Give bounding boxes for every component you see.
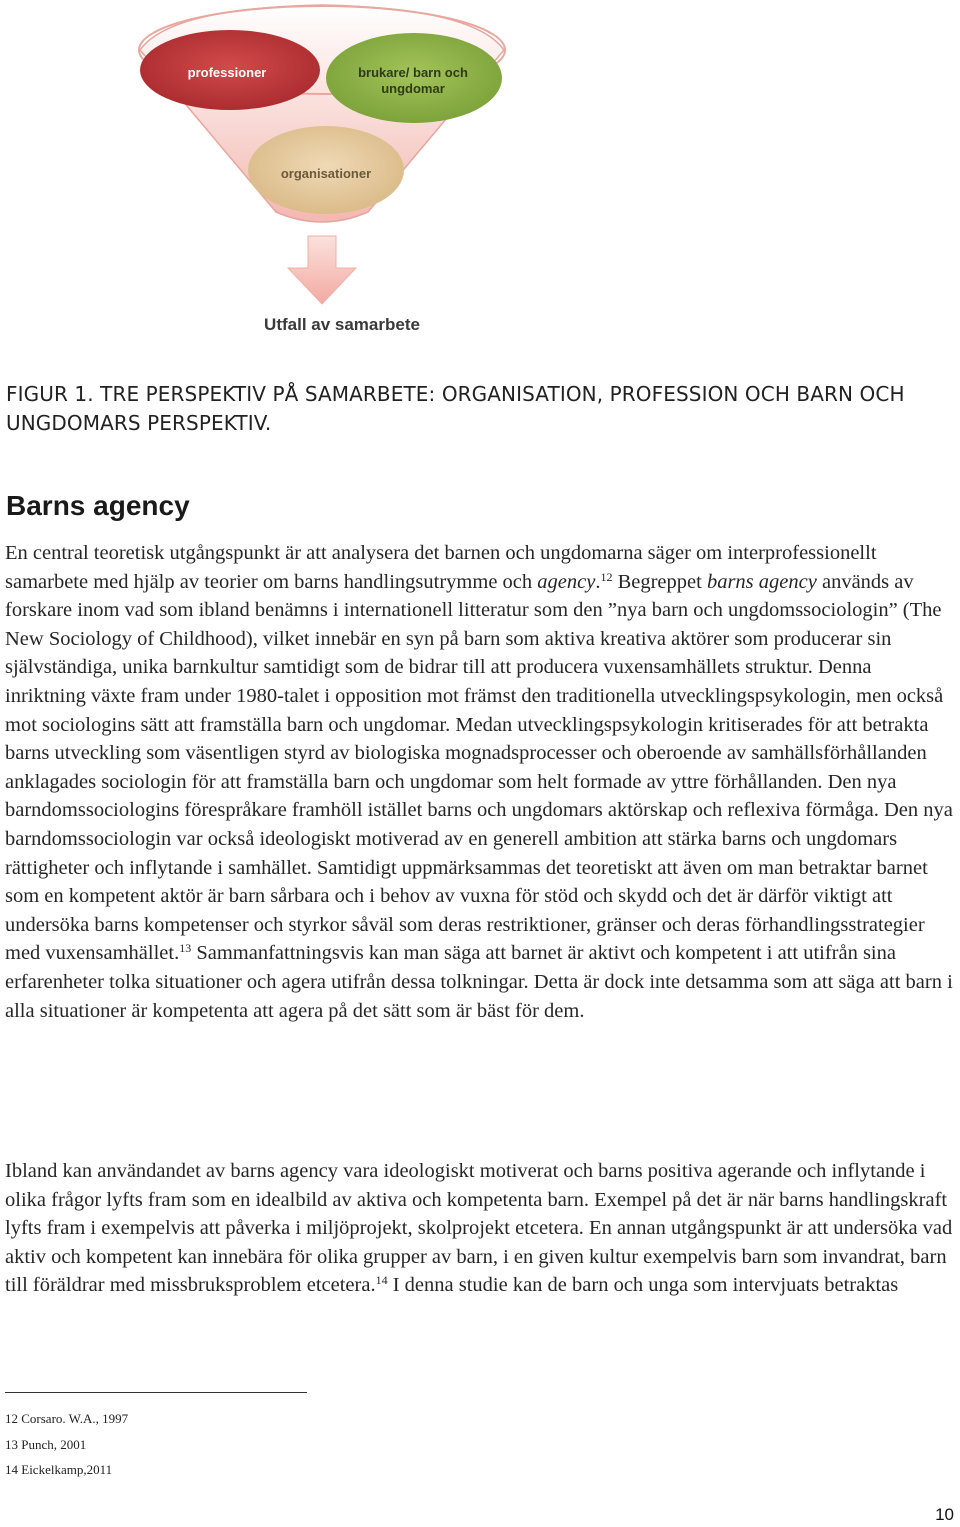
paragraph-2: [5, 1157, 955, 1300]
professioner-label: professioner: [187, 65, 267, 80]
funnel-diagram: [130, 0, 510, 345]
footnote-14: 14 Eickelkamp,2011: [5, 1462, 113, 1477]
footnote-12: 12 Corsaro. W.A., 1997: [5, 1411, 129, 1426]
paragraph-1: [5, 539, 955, 1025]
p2-text-2: I denna studie kan de barn och unga som intervjuats betraktas: [387, 1274, 899, 1297]
footnote-13: 13 Punch, 2001: [5, 1436, 87, 1452]
p1-text-4: Sammanfattningsvis kan man säga att barnet är aktivt och kompetent i att utifrån sina erfarenheter tolka situationer och agera utifrån dessa tolkningar. Detta är dock inte detsamma som att säga att barn i alla situationer är kompetenta att agera på det sätt som är bäst för dem.: [5, 942, 953, 1022]
p1-barns-agency-italic: barns agency: [706, 570, 817, 593]
p1-agency-italic: agency: [537, 570, 596, 593]
caption-line-2: UNGDOMARS PERSPEKTIV.: [6, 411, 272, 435]
outcome-label: Utfall av samarbete: [264, 315, 420, 334]
p1-period: .: [595, 570, 601, 593]
p2-text-1: Ibland kan användandet av barns agency vara ideologiskt motiverat och barns positiva agerande och inflytande i olika frågor lyfts fram som en idealbild av aktiva och kompetenta barn. Exempel på det är när barns handlingskraft lyfts fram i exempelvis att påverka i miljöprojekt, skolprojekt etcetera. En annan utgångspunkt är att undersöka vad aktiv och kompetent kan innebära för olika grupper av barn, i en given kultur exempelvis barn som invandrat, barn till föräldrar med missbruksproblem etcetera.: [5, 1160, 953, 1297]
footnote-ref-13[interactable]: 13: [179, 941, 192, 956]
down-arrow: [288, 236, 356, 304]
footnote-divider: [5, 1392, 307, 1393]
footnote-ref-12[interactable]: 12: [600, 569, 613, 584]
section-heading: Barns agency: [6, 490, 190, 521]
funnel-figure: [130, 0, 510, 345]
footnote-ref-14[interactable]: 14: [375, 1273, 388, 1288]
p1-text-1: En central teoretisk utgångspunkt är att analysera det barnen och ungdomarna säger om interprofessionellt samarbete med hjälp av teorier om barns handlingsutrymme och: [5, 542, 877, 593]
page-number: 10: [935, 1505, 954, 1524]
brukare-label-line1: brukare/ barn och: [358, 65, 468, 80]
caption-line-1: FIGUR 1. TRE PERSPEKTIV PÅ SAMARBETE: ORGANISATION, PROFESSION OCH BARN OCH: [6, 382, 905, 406]
organisationer-label: organisationer: [280, 166, 372, 181]
footnotes: [5, 1408, 128, 1485]
p1-text-2: Begreppet: [612, 570, 707, 593]
figure-caption: [6, 380, 946, 438]
brukare-label-line2: ungdomar: [381, 81, 445, 96]
p1-text-3: används av forskare inom vad som ibland benämns i internationell litteratur som den ”nya barn och ungdomssociologin” (The New Sociology of Childhood), vilket innebär en syn på barn som aktiva kreativa aktörer som producerar sin självständiga, unika barnkultur samtidigt som de bidrar till att producera vuxensamhällets struktur. Denna inriktning växte fram under 1980-talet i opposition mot främst den traditionella utvecklingspsykologin, men också mot sociologins sätt att framställa barn och ungdomar. Medan utvecklingspsykologin kritiserades för att betrakta barns utveckling som väsentligen styrd av biologiska mognadsprocesser och oberoende av samhällsförhållanden anklagades sociologin för att framställa barn och ungdomar som helt formade av yttre förhållanden. Den nya barndomssociologins förespråkare framhöll istället barns och ungdomars aktörskap och reflexiva förmåga. Den nya barndomssociologin var också ideologiskt motiverad av en generell ambition att stärka barns och ungdomars rättigheter och inflytande i samhället. Samtidigt uppmärksammas det teoretiskt att även om man betraktar barnet som en kompetent aktör är barn sårbara och i behov av vuxna för stöd och skydd och det är därför viktigt att undersöka barns kompetenser och styrkor såväl som deras restriktioner, gränser och deras förhandlingsstrategier med vuxensamhället.: [5, 570, 953, 965]
